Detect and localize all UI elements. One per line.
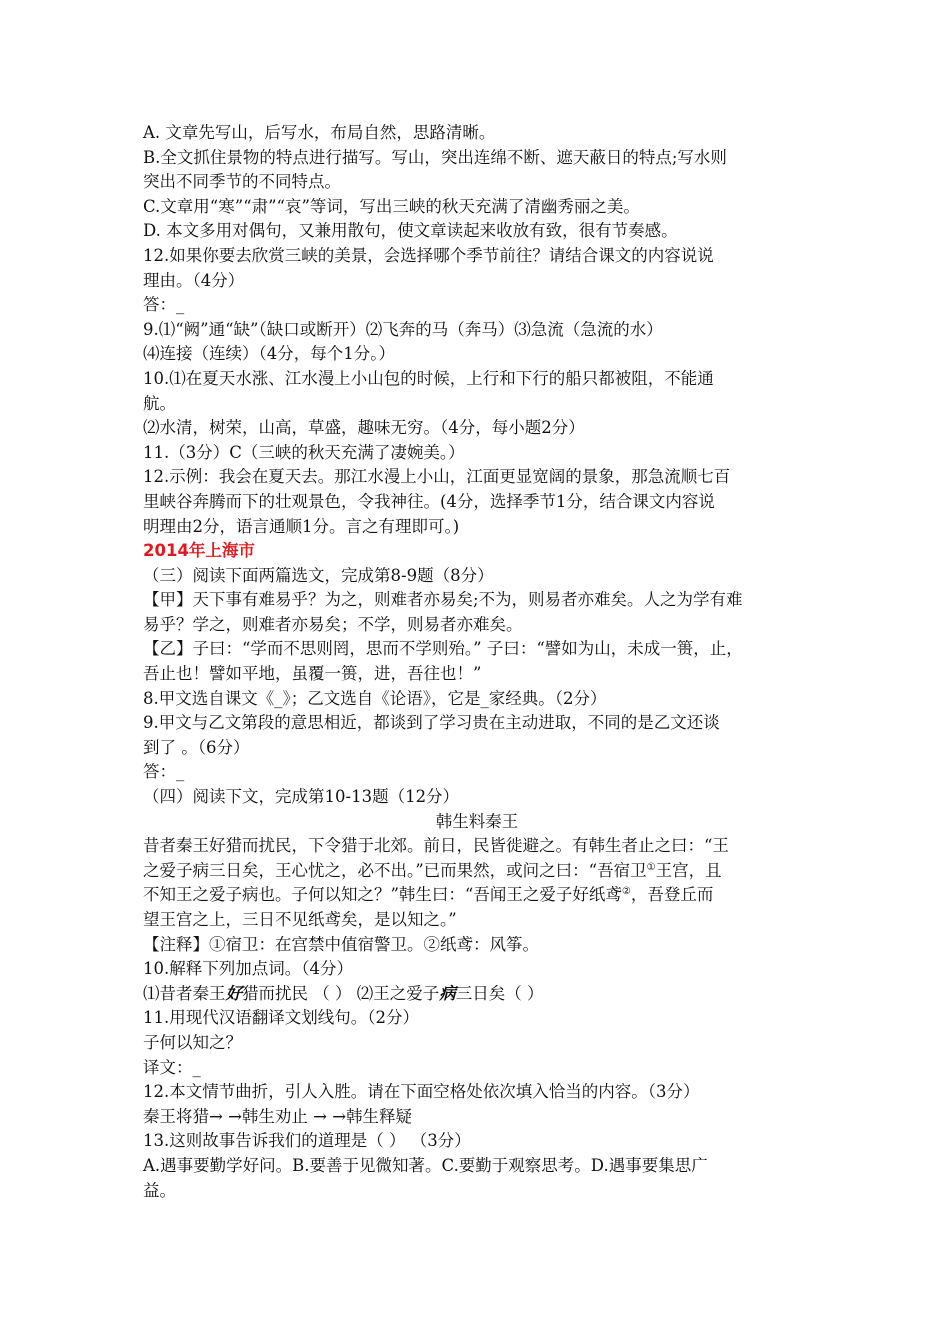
question-10-items [143, 982, 811, 1007]
passage-line-2-text: 之爱子病三日矣，王心忧之，必不出。”已而果然，或问之曰：“吾宿卫 [143, 860, 647, 880]
answer-10-line-3: ⑵水清，树荣，山高，草盛，趣味无穷。（4分，每小题2分） [143, 418, 585, 438]
option-a: A. 文章先写山，后写水，布局自然，思路清晰。 [143, 123, 496, 142]
question-12-line-2: 理由。（4分） [143, 270, 245, 290]
passage-notes: 【注释】①宿卫：在宫禁中值宿警卫。②纸鸢：风筝。 [143, 934, 539, 954]
answer-12-line-2: 里峡谷奔腾而下的壮观景色，令我神往。(4分，选择季节1分，结合课文内容说 [143, 491, 715, 511]
passage-line-4: 望王宫之上，三日不见纸鸢矣，是以知之。” [143, 910, 457, 929]
passage-jia-line-1: 【甲】天下事有难易乎？为之，则难者亦易矣;不为，则易者亦难矣。人之为学有难 [143, 590, 743, 610]
question-13: 13.这则故事告诉我们的道理是（ ） （3分） [143, 1131, 471, 1151]
passage-yi-line-1: 【乙】子曰：“学而不思则罔，思而不学则殆。” 子曰：“譬如为山，未成一篑，止， [143, 639, 743, 659]
passage-title: 韩生料秦王 [435, 811, 519, 831]
question-8: 8.甲文选自课文《_》；乙文选自《论语》，它是_家经典。（2分） [143, 688, 607, 708]
question-10-items-c: 三日矣（ ） [455, 983, 544, 1003]
option-d: D. 本文多用对偶句，又兼用散句，使文章读起来收放有致，很有节奏感。 [143, 221, 678, 241]
answer-10-line-1: 10.⑴在夏天水涨、江水漫上小山包的时候，上行和下行的船只都被阻，不能通 [143, 368, 714, 388]
document-page [143, 121, 811, 1203]
passage-line-3-text: 不知王之爱子病也。子何以知之？”韩生曰：“吾闻王之爱子好纸鸢 [143, 885, 622, 905]
question-9-answer: 答：_ [143, 762, 185, 782]
question-10-items-a: ⑴昔者秦王 [143, 983, 226, 1003]
question-10-items-b: 猎而扰民 （ ） ⑵王之爱子 [242, 983, 440, 1003]
dotted-word-1: 好 [225, 983, 242, 1003]
part-4-intro: （四）阅读下文，完成第10-13题（12分） [143, 787, 460, 807]
dotted-word-2: 病 [439, 983, 456, 1003]
answer-12-line-3: 明理由2分，语言通顺1分。言之有理即可。) [143, 516, 460, 536]
question-12-line-1: 12.如果你要去欣赏三峡的美景，会选择哪个季节前往？请结合课文的内容说说 [143, 245, 714, 265]
option-b-line-1: B.全文抓住景物的特点进行描写。写山，突出连绵不断、遮天蔽日的特点;写水则 [143, 147, 727, 167]
question-10: 10.解释下列加点词。（4分） [143, 959, 353, 979]
passage-yi-line-2: 吾止也！譬如平地，虽覆一篑，进，吾往也！” [143, 664, 482, 684]
question-11-answer: 译文：_ [143, 1057, 201, 1077]
answer-9-line-2: ⑷连接（连续）（4分，每个1分。） [143, 344, 395, 364]
passage-line-2-end: 王宫，且 [655, 860, 722, 880]
section-heading: 2014年上海市 [143, 541, 255, 561]
answer-10-line-2: 航。 [143, 393, 176, 413]
answer-9-line-1: 9.⑴“阙”通“缺”（缺口或断开）⑵飞奔的马（奔马）⑶急流（急流的水） [143, 319, 663, 339]
question-13-options-end: 益。 [143, 1180, 176, 1200]
question-9-line-2: 到了 。（6分） [143, 737, 250, 757]
question-9-line-1: 9.甲文与乙文第段的意思相近，都谈到了学习贵在主动进取，不同的是乙文还谈 [143, 713, 720, 733]
passage-line-2 [143, 859, 811, 884]
question-12-answer: 答：_ [143, 295, 185, 315]
passage-line-1: 昔者秦王好猎而扰民，下令猎于北郊。前日，民皆徙避之。有韩生者止之曰：“王 [143, 836, 729, 856]
passage-line-3-end: ，吾登丘而 [630, 885, 714, 905]
answer-11: 11.（3分）C（三峡的秋天充满了凄婉美。） [143, 442, 465, 462]
passage-line-3 [143, 883, 811, 908]
footnote-mark-1: ① [646, 861, 656, 873]
part-3-intro: （三）阅读下面两篇选文，完成第8-9题（8分） [143, 565, 494, 585]
question-11-sentence: 子何以知之？ [143, 1032, 242, 1052]
question-12: 12.本文情节曲折，引人入胜。请在下面空格处依次填入恰当的内容。（3分） [143, 1082, 700, 1102]
option-b-line-2: 突出不同季节的不同特点。 [143, 172, 341, 192]
question-13-options: A.遇事要勤学好问。B.要善于见微知著。C.要勤于观察思考。D.遇事要集思广 [143, 1155, 708, 1175]
question-11: 11.用现代汉语翻译文划线句。（2分） [143, 1008, 419, 1028]
question-12-chain: 秦王将猎→ →韩生劝止 → →韩生释疑 [143, 1106, 413, 1126]
answer-12-line-1: 12.示例：我会在夏天去。那江水漫上小山，江面更显宽阔的景象，那急流顺七百 [143, 467, 731, 487]
passage-jia-line-2: 易乎？学之，则难者亦易矣；不学，则易者亦难矣。 [143, 614, 523, 634]
option-c: C.文章用“寒”“肃”“哀”等词，写出三峡的秋天充满了清幽秀丽之美。 [143, 196, 640, 216]
footnote-mark-2: ② [621, 886, 631, 898]
